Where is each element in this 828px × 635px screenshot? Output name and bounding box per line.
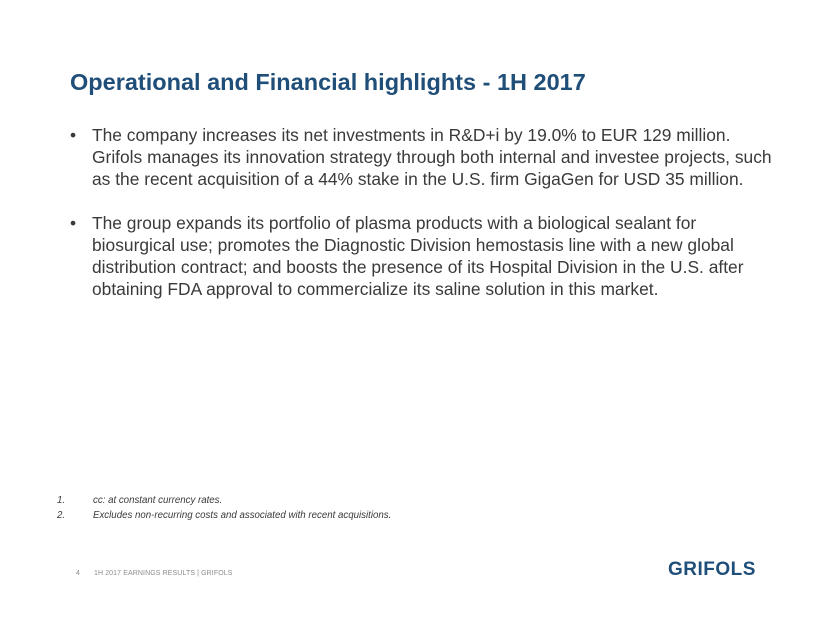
bullet-item-rd-investment (70, 124, 775, 191)
footnote-number: 2. (57, 509, 66, 521)
bullet-icon: • (70, 212, 77, 233)
highlights-list (70, 124, 775, 300)
footer-label: 1H 2017 EARNINGS RESULTS | GRIFOLS (94, 570, 233, 577)
page-number: 4 (76, 570, 80, 577)
footnote-item (57, 494, 391, 509)
footnotes (57, 494, 391, 523)
footnote-number: 1. (57, 495, 66, 506)
slide-title: Operational and Financial highlights - 1H 2017 (70, 69, 586, 95)
bullet-text: The company increases its net investments in R&D+i by 19.0% to EUR 129 million. Grifols manages its innovation strategy through both internal and investee projects, such as the recent acquisition of a 44% stake in the U.S. firm GigaGen for USD 35 million. (92, 125, 772, 190)
bullet-icon: • (70, 125, 77, 145)
bullet-item-portfolio-expansion (70, 212, 775, 301)
footnote-item (57, 509, 391, 524)
footnote-text: Excludes non-recurring costs and associated with recent acquisitions. (93, 509, 392, 521)
grifols-logo: GRIFOLS (668, 559, 756, 580)
footnote-text: cc: at constant currency rates. (93, 495, 223, 506)
bullet-text: The group expands its portfolio of plasma products with a biological sealant for biosurgical use; promotes the Diagnostic Division hemostasis line with a new global distribution contract; and boosts the presence of its Hospital Division in the U.S. after obtaining FDA approval to commercialize its saline solution in this market. (92, 212, 744, 300)
